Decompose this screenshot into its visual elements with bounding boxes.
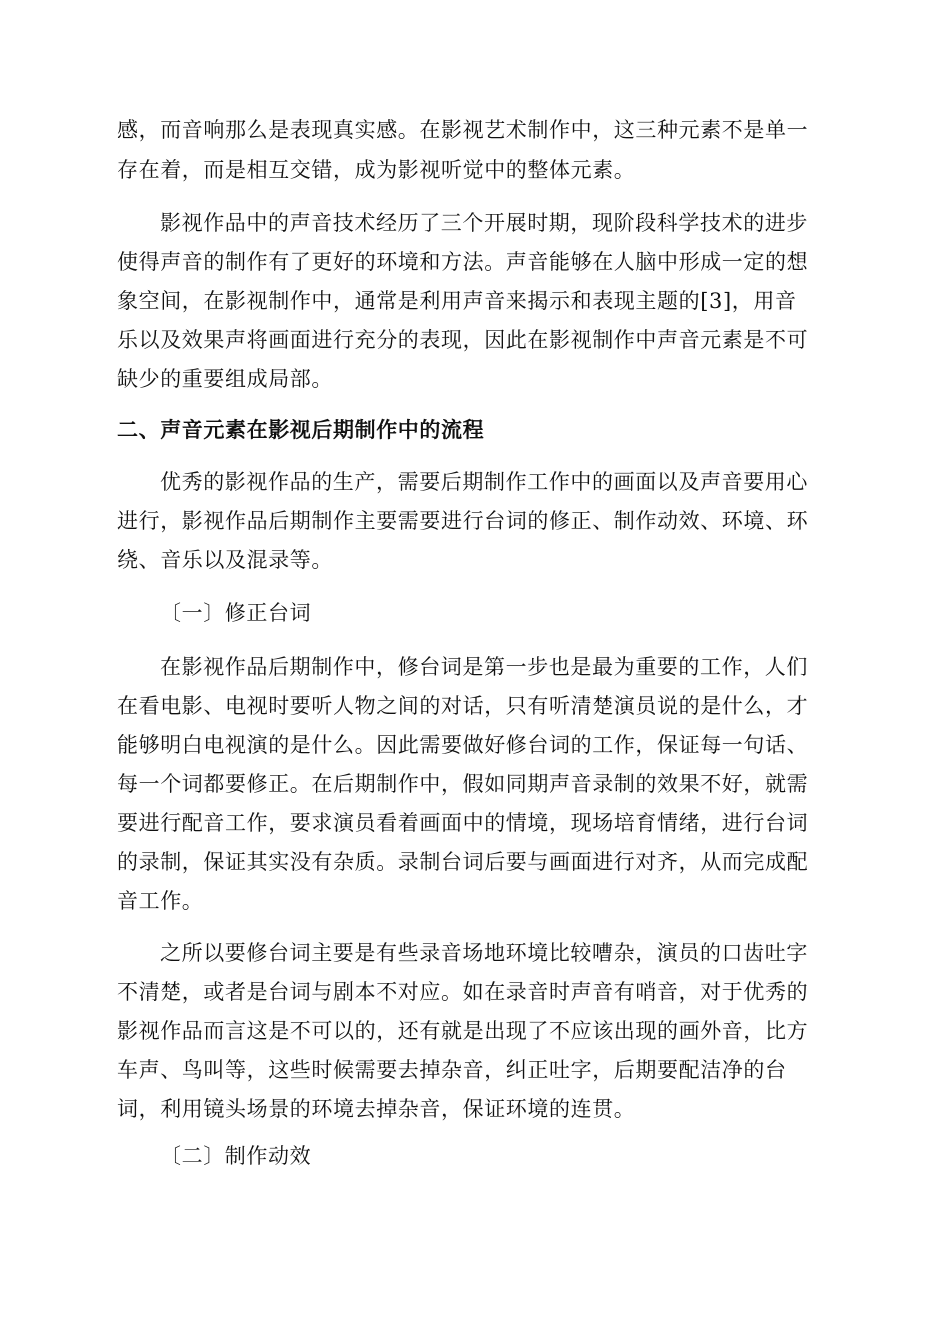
paragraph-4-line-1: 在影视作品后期制作中，修台词是第一步也是最为重要的工作，人们 [160,655,808,679]
paragraph-4-line-6: 的录制，保证其实没有杂质。录制台词后要与画面进行对齐，从而完成配 [117,850,809,874]
paragraph-4-line-4: 每一个词都要修正。在后期制作中，假如同期声音录制的效果不好，就需 [117,772,809,796]
section-heading-2: 二、声音元素在影视后期制作中的流程 [117,417,485,442]
paragraph-5-line-2: 不清楚，或者是台词与剧本不对应。如在录音时声音有哨音，对于优秀的 [117,980,809,1004]
paragraph-2-line-5: 缺少的重要组成局部。 [117,367,333,391]
paragraph-5-line-4: 车声、鸟叫等，这些时候需要去掉杂音，纠正吐字，后期要配洁净的台 [117,1058,787,1082]
paragraph-2-line-1: 影视作品中的声音技术经历了三个开展时期，现阶段科学技术的进步 [160,211,808,235]
paragraph-3-line-3: 绕、音乐以及混录等。 [117,548,333,572]
paragraph-5-line-5: 词，利用镜头场景的环境去掉杂音，保证环境的连贯。 [117,1097,636,1121]
paragraph-4-line-3: 能够明白电视演的是什么。因此需要做好修台词的工作，保证每一句话、 [117,733,809,757]
paragraph-4-line-2: 在看电影、电视时要听人物之间的对话，只有听清楚演员说的是什么，才 [117,694,809,718]
paragraph-3-line-1: 优秀的影视作品的生产，需要后期制作工作中的画面以及声音要用心 [160,470,808,494]
paragraph-2-line-4: 乐以及效果声将画面进行充分的表现，因此在影视制作中声音元素是不可 [117,328,809,352]
subheading-2: 〔二〕制作动效 [160,1144,312,1168]
paragraph-1-line-2: 存在着，而是相互交错，成为影视听觉中的整体元素。 [117,158,636,182]
paragraph-4-line-7: 音工作。 [117,889,204,913]
paragraph-1-line-1: 感，而音响那么是表现真实感。在影视艺术制作中，这三种元素不是单一 [117,118,809,142]
paragraph-2-line-3: 象空间，在影视制作中，通常是利用声音来揭示和表现主题的[3]，用音 [117,289,797,313]
paragraph-3-line-2: 进行，影视作品后期制作主要需要进行台词的修正、制作动效、环境、环 [117,509,809,533]
paragraph-5-line-1: 之所以要修台词主要是有些录音场地环境比较嘈杂，演员的口齿吐字 [160,941,808,965]
paragraph-2-line-2: 使得声音的制作有了更好的环境和方法。声音能够在人脑中形成一定的想 [117,250,809,274]
subheading-1: 〔一〕修正台词 [160,601,312,625]
paragraph-4-line-5: 要进行配音工作，要求演员看着画面中的情境，现场培育情绪，进行台词 [117,811,809,835]
paragraph-5-line-3: 影视作品而言这是不可以的，还有就是出现了不应该出现的画外音，比方 [117,1019,809,1043]
